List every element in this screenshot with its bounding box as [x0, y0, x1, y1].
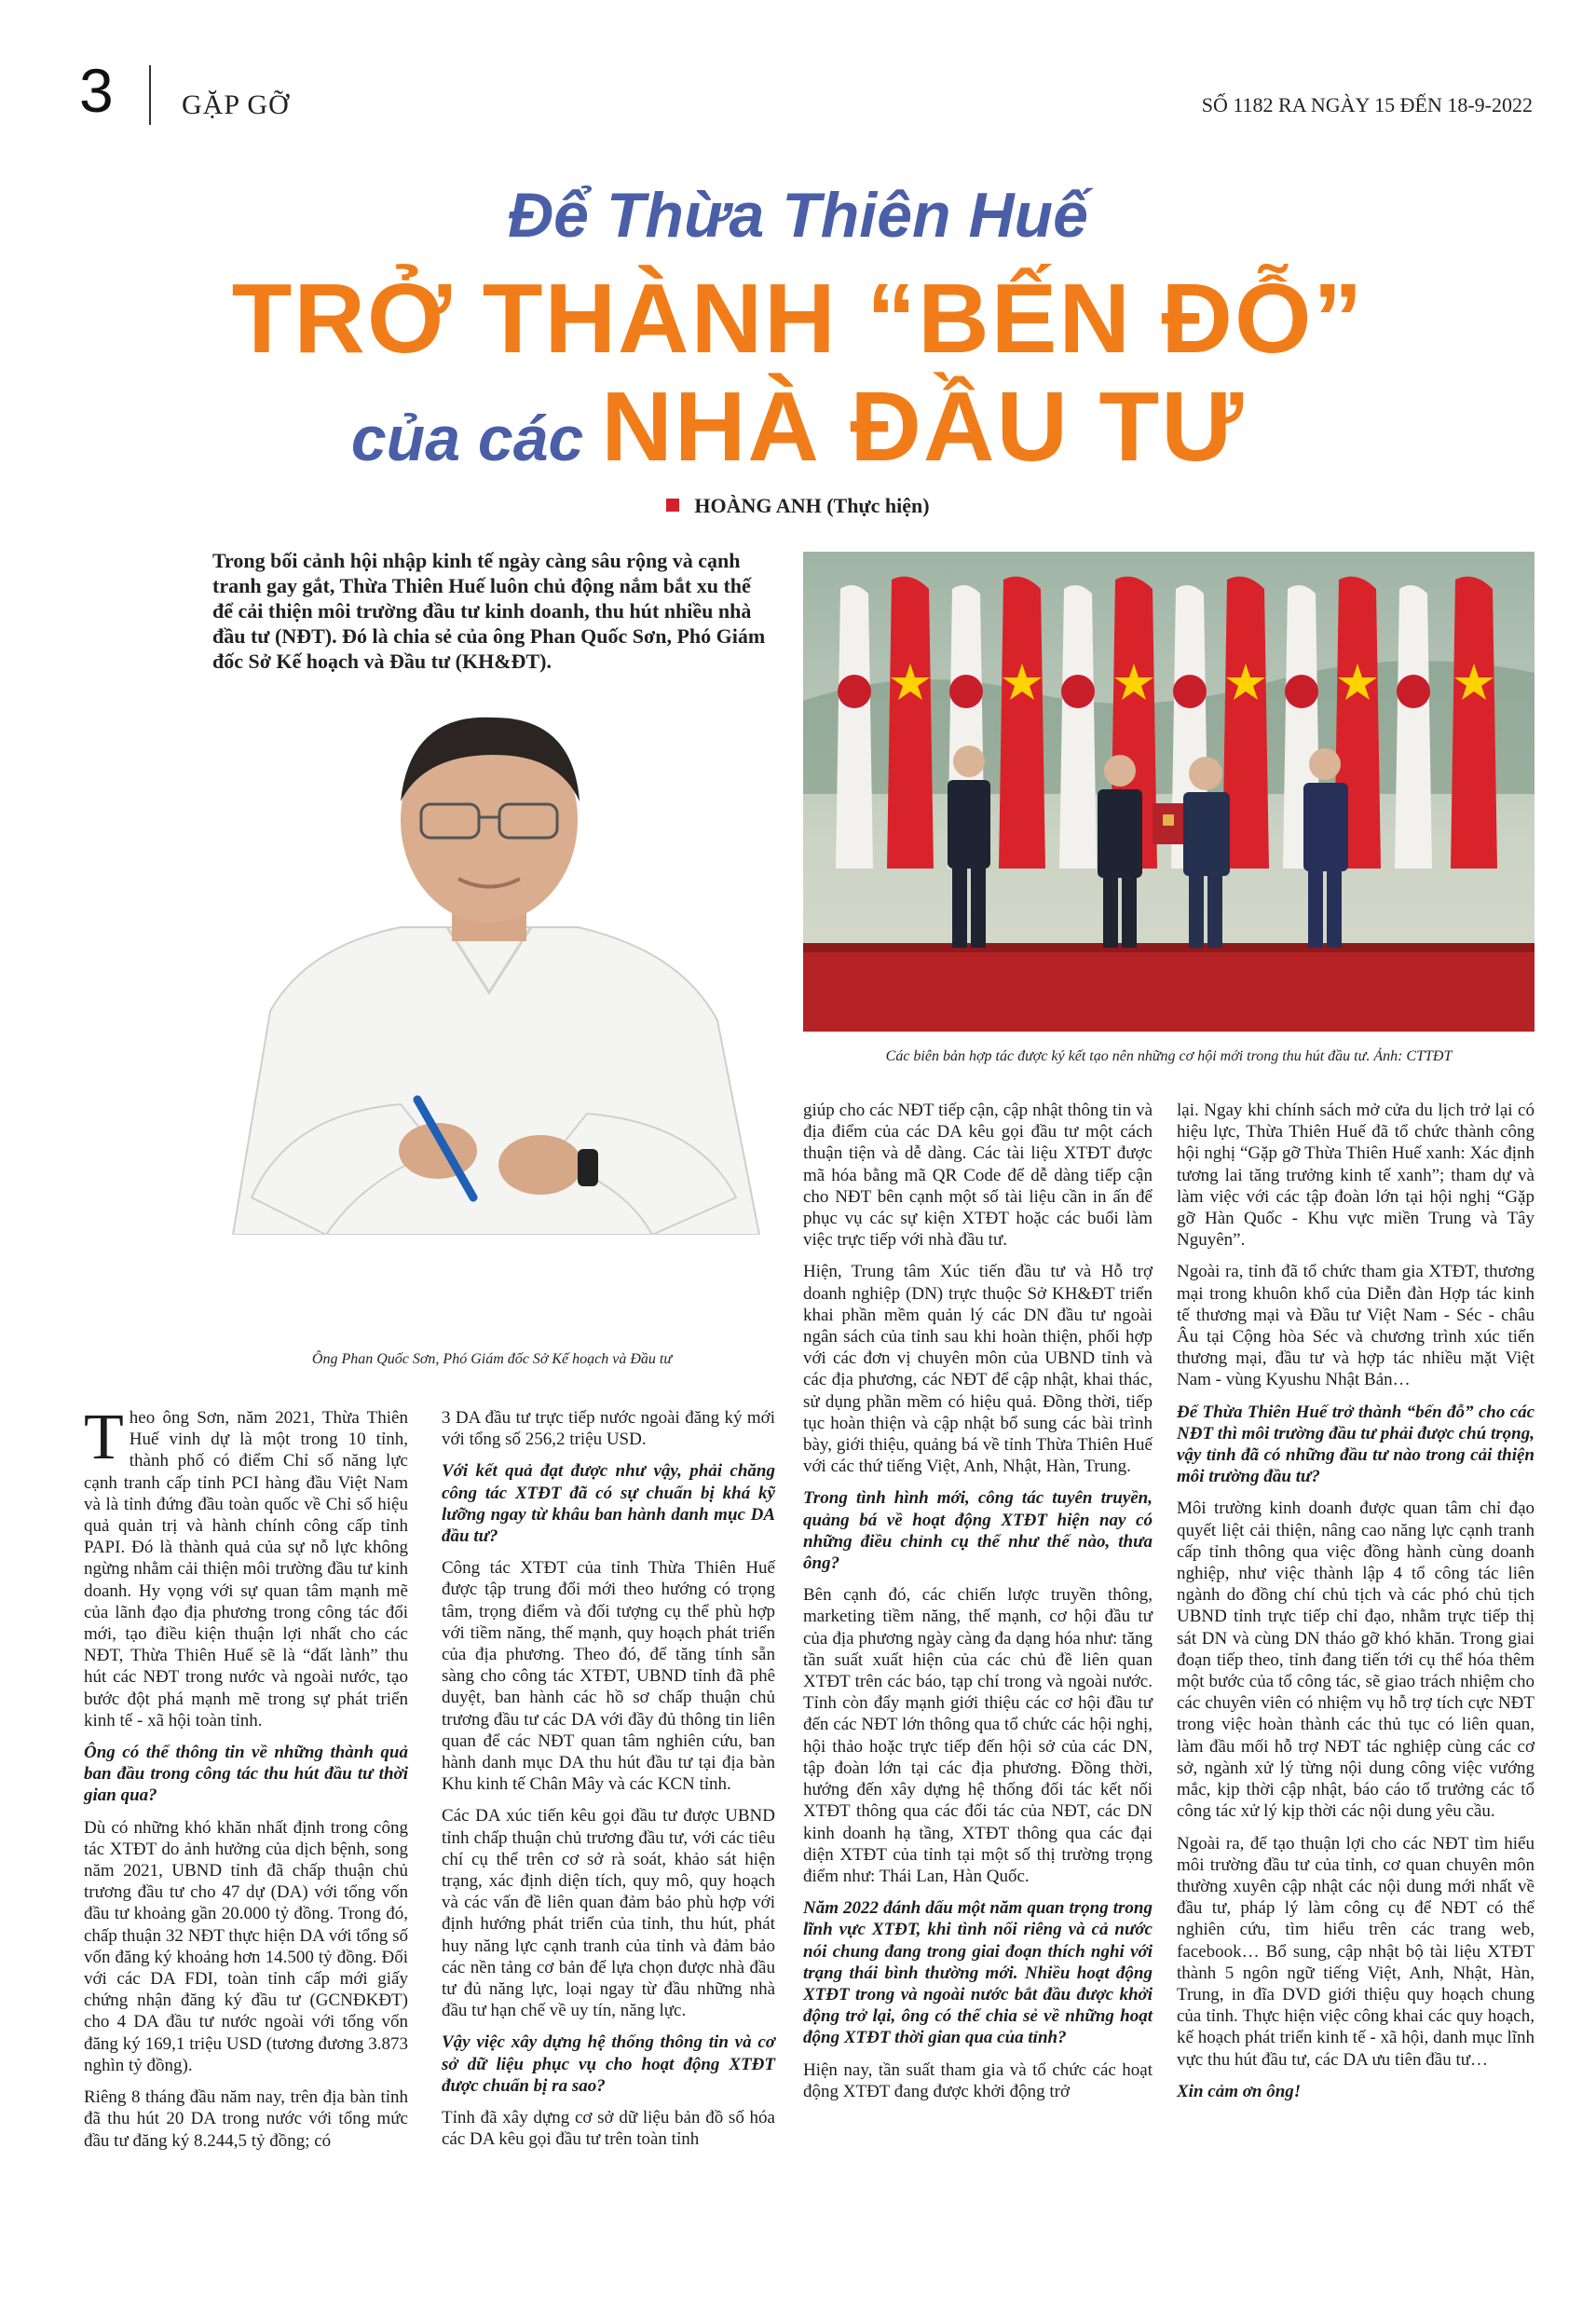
portrait-illustration — [214, 713, 764, 1333]
paragraph: Bên cạnh đó, các chiến lược truyền thông, marketing tiềm năng, thế mạnh, cơ hội đầu tư của địa phương ngày càng đa dạng hóa như: tăng tần suất xuất hiện của các chủ đề liên quan XTĐT trên các báo, tạp chí trong và ngoài nước. Tỉnh còn đẩy mạnh giới thiệu các cơ hội đầu tư đến các NĐT lớn thông qua tổ chức các hội nghị, hội thảo hoặc trực tiếp đến hội sở của các DN, tập đoàn lớn tại các địa phương. Đồng thời, hướng đến xây dựng hệ thống đối tác kết nối XTĐT thông qua các đối tác của NĐT, các DN kinh doanh hạ tầng, XTĐT thông qua các đại diện XTĐT của tỉnh tại một số thị trường trọng điểm như: Thái Lan, Hàn Quốc. — [803, 1585, 1153, 1886]
portrait-photo — [214, 713, 764, 1333]
article-column-4 — [1177, 1100, 1535, 2113]
headline-line-2: TRỞ THÀNH “BẾN ĐỖ” — [231, 264, 1365, 374]
headline-line-3-big: NHÀ ĐẦU TƯ — [601, 372, 1246, 482]
paragraph: Hiện, Trung tâm Xúc tiến đầu tư và Hỗ trợ doanh nghiệp (DN) trực thuộc Sở KH&ĐT triển khai phần mềm quản lý các DN đầu tư ngoài ngân sách của tỉnh sau khi hoàn thiện, phối hợp với các đơn vị chuyên môn của UBND tỉnh và các địa phương, các NĐT để cập nhật, khai thác, sử dụng phần mềm có hiệu quả. Đồng thời, tiếp tục hoàn thiện và cập nhật bổ sung các bài trình bày, giới thiệu, quảng bá về tỉnh Thừa Thiên Huế với các thứ tiếng Việt, Anh, Nhật, Hàn, Trung. — [803, 1262, 1153, 1477]
paragraph: heo ông Sơn, năm 2021, Thừa Thiên Huế vinh dự là một trong 10 tỉnh, thành phố có điểm Chỉ số năng lực cạnh tranh cấp tỉnh PCI hàng đầu Việt Nam và là tỉnh đứng đầu toàn quốc về Chỉ số hiệu quả quản trị và hành chính công cấp tỉnh PAPI. Đó là thành quả của sự nỗ lực không ngừng nhằm cải thiện môi trường đầu tư kinh doanh. Hy vọng với sự quan tâm mạnh mẽ của lãnh đạo địa phương trong công tác đổi mới, tạo điều kiện thuận lợi nhất cho các NĐT, Thừa Thiên Huế sẽ là “đất lành” thu hút các NĐT trong nước và ngoài nước, tạo bước đột phá mạnh mẽ trong sự phát triển kinh tế - xã hội toàn tỉnh. — [84, 1408, 408, 1731]
headline-line-3 — [0, 371, 1596, 484]
interview-question: Ông có thể thông tin về những thành quả ban đầu trong công tác thu hút đầu tư thời gian qua? — [84, 1743, 408, 1806]
byline-text: HOÀNG ANH (Thực hiện) — [694, 494, 930, 517]
interview-question: Với kết quả đạt được như vậy, phải chăng công tác XTĐT đã có sự chuẩn bị khá kỹ lưỡng ngay từ khâu ban hành danh mục DA đầu tư? — [442, 1461, 775, 1547]
signing-ceremony-photo — [803, 552, 1535, 1032]
paragraph: Môi trường kinh doanh được quan tâm chỉ đạo quyết liệt cải thiện, nâng cao năng lực cạnh tranh cấp tỉnh thông qua việc đồng hành cùng doanh nghiệp, như việc thành lập 4 tổ công tác liên ngành do đồng chí chủ tịch và các phó chủ tịch UBND tỉnh trực tiếp chỉ đạo, nhằm trực tiếp thị sát DN và cùng DN tháo gỡ khó khăn. Trong giai đoạn tiếp theo, tỉnh đang tiến tới cụ thể hóa thêm một bước của tổ công tác, sẽ giao trách nhiệm cho các chuyên viên có nhiệm vụ hỗ trợ tích cực NĐT trong việc hoàn thành các thủ tục có liên quan, làm đầu mối hỗ trợ NĐT tác nghiệp cùng các cơ sở, ngành xử lý từng nội dung công việc vướng mắc, kịp thời cập nhật, báo cáo tổ trưởng các tổ công tác xử lý kịp thời các nội dung yêu cầu. — [1177, 1498, 1535, 1822]
interview-question: Năm 2022 đánh dấu một năm quan trọng trong lĩnh vực XTĐT, khi tình nối riêng và cả nước nói chung đang trong giai đoạn thích nghi với trạng thái bình thường mới. Nhiều hoạt động XTĐT trong và ngoài nước bắt đầu được khởi động trở lại, ông có thể chia sẻ về những hoạt động XTĐT thời gian qua của tỉnh? — [803, 1898, 1153, 2048]
paragraph: Các DA xúc tiến kêu gọi đầu tư được UBND tỉnh chấp thuận chủ trương đầu tư, với các tiêu chí cụ thể trên cơ sở rà soát, khảo sát hiện trạng, xác định diện tích, quy mô, quy hoạch và các vấn đề liên quan đảm bảo phù hợp với định hướng phát triển của tỉnh, thu hút, phát huy năng lực cạnh tranh của tỉnh và đảm bảo các nền tảng cơ bản để lựa chọn được nhà đầu tư đủ năng lực, loại ngay từ đầu những nhà đầu tư hạn chế về uy tín, năng lực. — [442, 1806, 775, 2021]
header-divider — [149, 65, 151, 125]
paragraph: Dù có những khó khăn nhất định trong công tác XTĐT do ảnh hưởng của dịch bệnh, song năm 2021, UBND tỉnh đã chấp thuận chủ trương đầu tư cho 47 dự (DA) với tổng vốn đầu tư khoảng gần 20.000 tỷ đồng. Trong đó, chấp thuận 32 NĐT thực hiện DA với tổng số vốn đăng ký khoảng hơn 14.500 tỷ đồng. Đối với các DA FDI, toàn tỉnh cấp mới giấy chứng nhận đăng ký đầu tư (GCNĐKĐT) cho 4 DA đầu tư nước ngoài với tổng vốn đăng ký 169,1 triệu USD (tương đương 3.873 nghìn tỷ đồng). — [84, 1817, 408, 2075]
drop-cap: T — [84, 1402, 124, 1473]
photo-caption-left: Ông Phan Quốc Sơn, Phó Giám đốc Sở Kế hoạch và Đầu tư — [311, 1351, 673, 1367]
paragraph: Riêng 8 tháng đầu năm nay, trên địa bàn tỉnh đã thu hút 20 DA trong nước với tổng mức đầu tư đăng ký 8.244,5 tỷ đồng; có — [84, 2087, 408, 2151]
paragraph: Ngoài ra, tỉnh đã tổ chức tham gia XTĐT, thương mại trong khuôn khổ của Diễn đàn Hợp tác kinh tế thương mại và Đầu tư Việt Nam - Séc - châu Âu tại Cộng hòa Séc và chương trình xúc tiến thương mại, đầu tư và hợp tác nhiều mặt Việt Nam - vùng Kyushu Nhật Bản… — [1177, 1262, 1535, 1390]
paragraph: 3 DA đầu tư trực tiếp nước ngoài đăng ký mới với tổng số 256,2 triệu USD. — [442, 1408, 775, 1450]
headline-line-3-small: của các — [350, 404, 602, 474]
headline-line-1: Để Thừa Thiên Huế — [508, 180, 1088, 251]
byline-marker-icon — [666, 499, 679, 512]
interview-question: Vậy việc xây dựng hệ thống thông tin và cơ sở dữ liệu phục vụ cho hoạt động XTĐT được chuẩn bị ra sao? — [442, 2032, 775, 2096]
paragraph: lại. Ngay khi chính sách mở cửa du lịch trở lại có hiệu lực, Thừa Thiên Huế đã tổ chức thành công hội nghị “Gặp gỡ Thừa Thiên Huế xanh: Xác định tương lai tăng trưởng kinh tế xanh”; tham dự và làm việc với các tập đoàn lớn tại hội nghị “Gặp gỡ Hàn Quốc - Khu vực miền Trung và Tây Nguyên”. — [1177, 1101, 1535, 1251]
article-column-1 — [84, 1402, 408, 2162]
photo-caption-right: Các biên bản hợp tác được ký kết tạo nên những cơ hội mới trong thu hút đầu tư. Ảnh: CTTĐT — [885, 1048, 1453, 1064]
closing-line: Xin cảm ơn ông! — [1177, 2081, 1302, 2101]
lead-paragraph: Trong bối cảnh hội nhập kinh tế ngày càng sâu rộng và cạnh tranh gay gắt, Thừa Thiên Huế luôn chủ động nắm bắt xu thế để cải thiện môi trường đầu tư kinh doanh, thu hút nhiều nhà đầu tư (NĐT). Đó là chia sẻ của ông Phan Quốc Sơn, Phó Giám đốc Sở Kế hoạch và Đầu tư (KH&ĐT). — [212, 549, 766, 673]
paragraph: giúp cho các NĐT tiếp cận, cập nhật thông tin và địa điểm của các DA kêu gọi đầu tư một cách thuận tiện và dễ dàng. Các tài liệu XTĐT được mã hóa bằng mã QR Code để dễ dàng tiếp cận cho NĐT bên cạnh một số tài liệu cần in ấn để phục vụ các sự kiện XTĐT hoặc các buổi làm việc trực tiếp với nhà đầu tư. — [803, 1101, 1153, 1251]
signing-ceremony-illustration — [803, 552, 1535, 1032]
interview-question: Để Thừa Thiên Huế trở thành “bến đỗ” cho các NĐT thì môi trường đầu tư phải được chú trọng, vậy tỉnh đã có những đầu tư nào trong cải thiện môi trường đầu tư? — [1177, 1402, 1535, 1487]
interview-question: Trong tình hình mới, công tác tuyên truyền, quảng bá về hoạt động XTĐT hiện nay có những điều chỉnh cụ thể như thế nào, thưa ông? — [803, 1488, 1153, 1574]
page-number: 3 — [79, 56, 114, 125]
section-title: GẶP GỠ — [182, 89, 290, 120]
paragraph: Hiện nay, tần suất tham gia và tổ chức các hoạt động XTĐT đang được khởi động trở — [803, 2059, 1153, 2101]
paragraph: Ngoài ra, để tạo thuận lợi cho các NĐT tìm hiểu môi trường đầu tư của tỉnh, cơ quan chuyên môn thường xuyên cập nhật các nội dung mới nhất về đầu tư, pháp lý làm công cụ để NĐT có thể nghiên cứu, tìm hiểu trên các trang web, facebook… Bổ sung, cập nhật bộ tài liệu XTĐT thành 5 ngôn ngữ tiếng Việt, Anh, Nhật, Hàn, Trung, in đĩa DVD giới thiệu quy hoạch chung của tỉnh. Thực hiện việc công khai các quy hoạch, kế hoạch phát triển kinh tế - xã hội, danh mục lĩnh vực thu hút đầu tư, các DA ưu tiên đầu tư… — [1177, 1833, 1535, 2070]
article-column-2 — [442, 1407, 775, 2161]
paragraph: Tỉnh đã xây dựng cơ sở dữ liệu bản đồ số hóa các DA kêu gọi đầu tư trên toàn tỉnh — [442, 2108, 775, 2150]
paragraph: Công tác XTĐT của tỉnh Thừa Thiên Huế được tập trung đổi mới theo hướng có trọng tâm, trọng điểm và đối tượng cụ thể phù hợp với tiềm năng, thế mạnh, quy hoạch phát triển của địa phương. Theo đó, để tăng tính sẵn sàng cho công tác XTĐT, UBND tỉnh đã phê duyệt, ban hành các hồ sơ chấp thuận chủ trương đầu tư các DA với đầy đủ thông tin liên quan để các NĐT quan tâm nghiên cứu, ban hành danh mục DA thu hút đầu tư tại địa bàn Khu kinh tế Chân Mây và các KCN tỉnh. — [442, 1558, 775, 1795]
article-column-3 — [803, 1100, 1153, 2113]
issue-info: SỐ 1182 RA NGÀY 15 ĐẾN 18-9-2022 — [1201, 93, 1533, 116]
byline — [0, 494, 1596, 518]
